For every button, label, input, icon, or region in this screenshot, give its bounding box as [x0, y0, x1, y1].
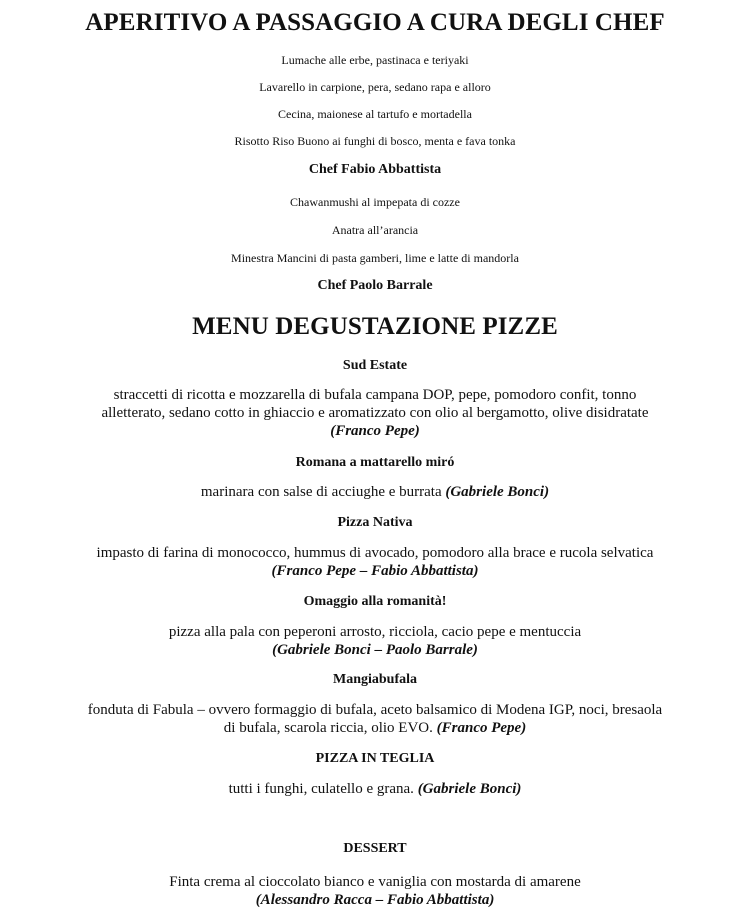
dessert-description: Finta crema al cioccolato bianco e vaniglia con mostarda di amarene	[169, 874, 581, 890]
aperitivo-dish: Chawanmushi al impepata di cozze	[290, 195, 460, 209]
pizza-name: Omaggio alla romanità!	[303, 594, 447, 609]
chef-name: Chef Paolo Barrale	[317, 278, 433, 293]
degustazione-heading: MENU DEGUSTAZIONE PIZZE	[192, 313, 558, 340]
pizza-description: fonduta di Fabula – ovvero formaggio di bufala, aceto balsamico di Modena IGP, noci, bresaola	[87, 702, 663, 718]
pizza-description: pizza alla pala con peperoni arrosto, ricciola, cacio pepe e mentuccia	[168, 624, 582, 640]
pizza-credit: (Gabriele Bonci)	[445, 484, 550, 500]
pizza-credit: (Gabriele Bonci)	[417, 781, 522, 797]
pizza-description: straccetti di ricotta e mozzarella di bufala campana DOP, pepe, pomodoro confit, tonno	[113, 387, 637, 403]
pizza-description-line	[0, 721, 750, 736]
dessert-credit: (Alessandro Racca – Fabio Abbattista)	[255, 892, 495, 908]
pizza-name: Romana a mattarello miró	[295, 455, 455, 470]
pizza-name: Mangiabufala	[332, 672, 417, 687]
chef-name: Chef Fabio Abbattista	[308, 162, 442, 177]
pizza-name: Sud Estate	[342, 358, 408, 373]
pizza-credit: (Gabriele Bonci – Paolo Barrale)	[272, 642, 478, 658]
dessert-heading: DESSERT	[343, 841, 407, 856]
pizza-credit: (Franco Pepe)	[436, 720, 527, 736]
aperitivo-dish: Risotto Riso Buono ai funghi di bosco, menta e fava tonka	[234, 134, 516, 148]
pizza-description: impasto di farina di monococco, hummus di avocado, pomodoro alla brace e rucola selvatica	[96, 545, 654, 561]
aperitivo-dish: Minestra Mancini di pasta gamberi, lime e latte di mandorla	[231, 251, 519, 265]
pizza-credit: (Franco Pepe)	[330, 423, 420, 439]
aperitivo-heading: APERITIVO A PASSAGGIO A CURA DEGLI CHEF	[85, 9, 665, 36]
pizza-description-line	[0, 782, 750, 797]
aperitivo-dish: Anatra all’arancia	[331, 223, 419, 237]
pizza-description: marinara con salse di acciughe e burrata	[200, 484, 446, 500]
pizza-description: alletterato, sedano cotto in ghiaccio e aromatizzato con olio al bergamotto, olive disidratate	[101, 405, 649, 421]
aperitivo-dish: Lumache alle erbe, pastinaca e teriyaki	[281, 53, 469, 67]
pizza-name: Pizza Nativa	[337, 515, 413, 530]
pizza-description-line	[0, 485, 750, 500]
aperitivo-dish: Cecina, maionese al tartufo e mortadella	[278, 107, 472, 121]
aperitivo-dish: Lavarello in carpione, pera, sedano rapa e alloro	[259, 80, 491, 94]
pizza-credit: (Franco Pepe – Fabio Abbattista)	[271, 563, 479, 579]
pizza-description: tutti i funghi, culatello e grana.	[228, 781, 418, 797]
pizza-name: PIZZA IN TEGLIA	[315, 751, 435, 766]
pizza-description: di bufala, scarola riccia, olio EVO.	[223, 720, 437, 736]
